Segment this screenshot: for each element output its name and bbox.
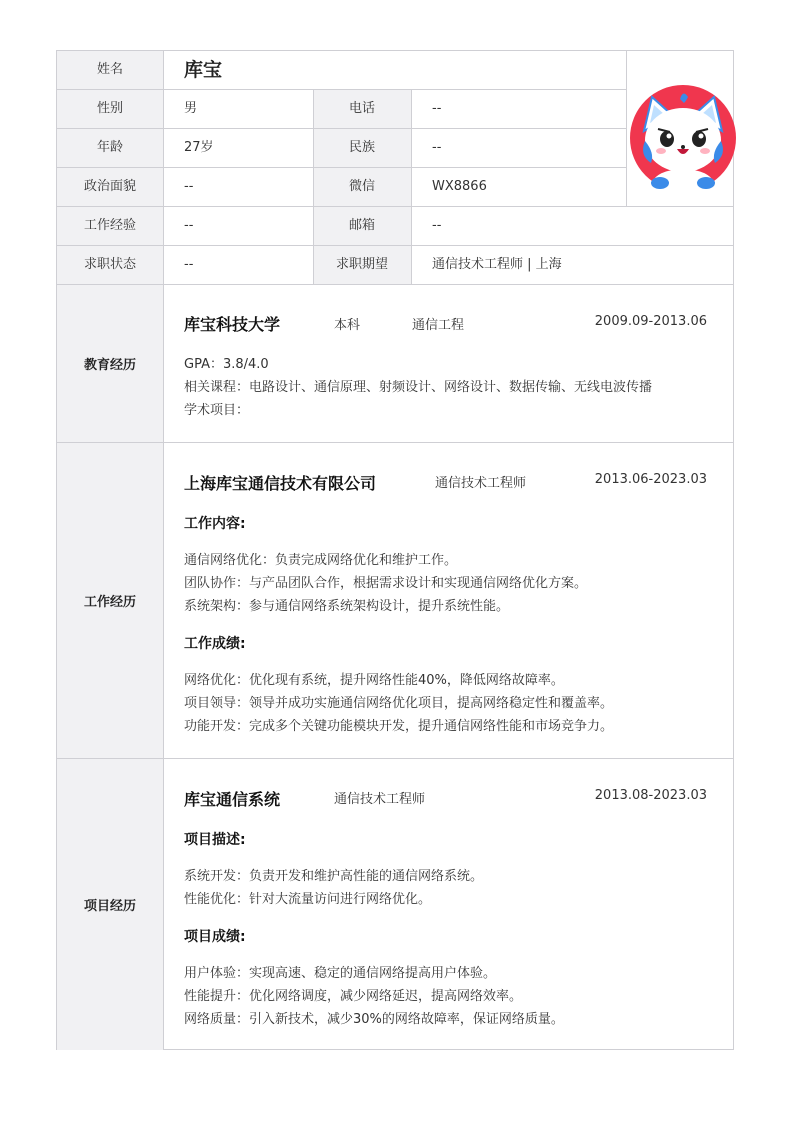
work-content-line: 团队协作：与产品团队合作，根据需求设计和实现通信网络优化方案。 bbox=[184, 576, 588, 591]
wechat-value: WX8866 bbox=[432, 179, 487, 194]
project-name: 库宝通信系统 bbox=[184, 790, 281, 809]
experience-label: 工作经验 bbox=[57, 207, 163, 245]
project-result-title: 项目成绩: bbox=[184, 929, 246, 945]
education-line: 学术项目： bbox=[184, 403, 250, 418]
project-desc-title: 项目描述: bbox=[184, 832, 246, 848]
education-line: 相关课程：电路设计、通信原理、射频设计、网络设计、数据传输、无线电波传播 bbox=[184, 380, 653, 395]
work-content-title: 工作内容: bbox=[184, 516, 246, 532]
work-label: 工作经历 bbox=[57, 443, 164, 758]
education-line: GPA：3.8/4.0 bbox=[184, 357, 269, 372]
project-section bbox=[57, 759, 734, 1050]
project-label: 项目经历 bbox=[57, 759, 164, 1050]
work-section bbox=[57, 443, 734, 759]
major: 通信工程 bbox=[412, 318, 465, 333]
info-row-status bbox=[57, 246, 734, 285]
candidate-name: 库宝 bbox=[184, 59, 223, 81]
expectation-value: 通信技术工程师 | 上海 bbox=[432, 257, 562, 272]
work-position: 通信技术工程师 bbox=[435, 476, 527, 491]
ethnicity-value: -- bbox=[432, 140, 442, 155]
info-row-age bbox=[57, 129, 626, 168]
wechat-label: 微信 bbox=[313, 168, 411, 206]
work-result-line: 项目领导：领导并成功实施通信网络优化项目，提高网络稳定性和覆盖率。 bbox=[184, 696, 614, 711]
phone-label: 电话 bbox=[313, 90, 411, 128]
political-label: 政治面貌 bbox=[57, 168, 163, 206]
project-period: 2013.08-2023.03 bbox=[594, 788, 707, 803]
age-label: 年龄 bbox=[57, 129, 163, 167]
work-result-title: 工作成绩: bbox=[184, 636, 246, 652]
education-section bbox=[57, 285, 734, 443]
work-content-line: 通信网络优化：负责完成网络优化和维护工作。 bbox=[184, 553, 458, 568]
email-value: -- bbox=[432, 218, 442, 233]
expectation-label: 求职期望 bbox=[313, 246, 411, 284]
political-value: -- bbox=[184, 179, 194, 194]
status-value: -- bbox=[184, 257, 194, 272]
school-name: 库宝科技大学 bbox=[184, 315, 281, 334]
education-label: 教育经历 bbox=[57, 285, 164, 442]
gender-label: 性别 bbox=[57, 90, 163, 128]
project-result-line: 用户体验：实现高速、稳定的通信网络提高用户体验。 bbox=[184, 966, 497, 981]
name-label: 姓名 bbox=[57, 51, 163, 89]
company-name: 上海库宝通信技术有限公司 bbox=[184, 474, 377, 493]
work-period: 2013.06-2023.03 bbox=[594, 472, 707, 487]
age-value: 27岁 bbox=[184, 140, 214, 155]
ethnicity-label: 民族 bbox=[313, 129, 411, 167]
info-row-political bbox=[57, 168, 626, 207]
phone-value: -- bbox=[432, 101, 442, 116]
photo-cell bbox=[626, 51, 734, 207]
education-period: 2009.09-2013.06 bbox=[594, 314, 707, 329]
resume-sheet bbox=[56, 50, 734, 1050]
experience-value: -- bbox=[184, 218, 194, 233]
info-row-name bbox=[57, 51, 626, 90]
degree: 本科 bbox=[334, 318, 361, 333]
email-label: 邮箱 bbox=[313, 207, 411, 245]
info-row-experience bbox=[57, 207, 734, 246]
gender-value: 男 bbox=[184, 101, 198, 116]
project-desc-line: 系统开发：负责开发和维护高性能的通信网络系统。 bbox=[184, 869, 484, 884]
info-row-gender bbox=[57, 90, 626, 129]
status-label: 求职状态 bbox=[57, 246, 163, 284]
project-role: 通信技术工程师 bbox=[334, 792, 426, 807]
work-result-line: 网络优化：优化现有系统，提升网络性能40%，降低网络故障率。 bbox=[184, 673, 564, 688]
project-desc-line: 性能优化：针对大流量访问进行网络优化。 bbox=[184, 892, 432, 907]
project-result-line: 性能提升：优化网络调度，减少网络延迟，提高网络效率。 bbox=[184, 989, 523, 1004]
cartoon-cat-avatar-icon bbox=[630, 85, 736, 191]
work-content-line: 系统架构：参与通信网络系统架构设计，提升系统性能。 bbox=[184, 599, 510, 614]
work-result-line: 功能开发：完成多个关键功能模块开发，提升通信网络性能和市场竞争力。 bbox=[184, 719, 614, 734]
project-result-line: 网络质量：引入新技术，减少30%的网络故障率，保证网络质量。 bbox=[184, 1012, 564, 1027]
